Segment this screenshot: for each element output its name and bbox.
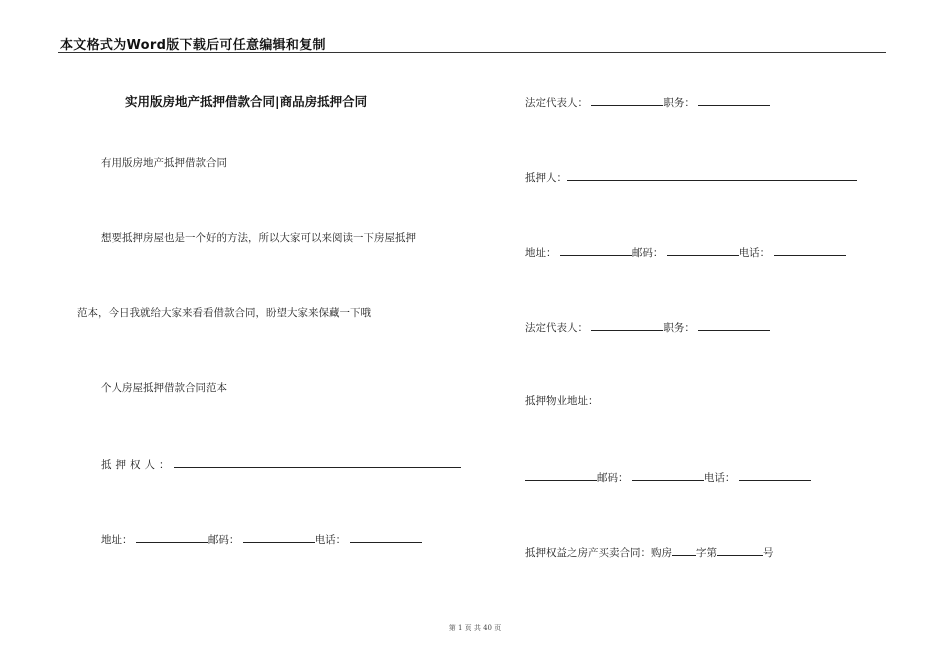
legal-rep-blank[interactable] [591, 319, 663, 331]
mortgagor-label: 抵押人： [525, 172, 567, 184]
page-header [58, 34, 886, 53]
legal-rep-label: 法定代表人： [525, 97, 588, 109]
contract-row [525, 544, 774, 560]
mortgagor-row [525, 169, 857, 185]
legal-rep-row-2 [525, 319, 770, 335]
contract-blank-2[interactable] [717, 544, 763, 556]
right-address-row [525, 244, 846, 260]
mortgagee-row [101, 456, 461, 472]
postcode-label: 邮码： [597, 472, 629, 484]
property-postcode-row [525, 469, 811, 485]
property-address-blank[interactable] [525, 469, 597, 481]
phone-label: 电话： [703, 472, 736, 484]
mortgagee-label: 抵押权人： [101, 459, 174, 471]
position-blank[interactable] [698, 319, 770, 331]
page-footer: 第 1 页 共 40 页 [448, 624, 502, 632]
legal-rep-row-1 [525, 94, 770, 110]
postcode-label: 邮码： [207, 534, 240, 546]
address-blank[interactable] [560, 244, 632, 256]
position-label: 职务： [663, 322, 695, 334]
header-text: 本文格式为Word版下载后可任意编辑和复制 [60, 38, 326, 53]
phone-blank[interactable] [350, 531, 422, 543]
phone-blank[interactable] [774, 244, 846, 256]
address-label: 地址： [525, 247, 557, 259]
postcode-blank[interactable] [243, 531, 315, 543]
left-address-row [101, 531, 422, 547]
contract-blank-1[interactable] [672, 544, 696, 556]
contract-suffix: 号 [763, 547, 774, 559]
mortgagor-blank[interactable] [567, 169, 857, 181]
position-label: 职务： [663, 97, 695, 109]
address-blank[interactable] [136, 531, 208, 543]
postcode-blank[interactable] [632, 469, 704, 481]
subheading: 个人房屋抵押借款合同范本 [101, 382, 227, 394]
legal-rep-blank[interactable] [591, 94, 663, 106]
document-title: 实用版房地产抵押借款合同|商品房抵押合同 [125, 94, 368, 109]
postcode-blank[interactable] [667, 244, 739, 256]
intro-line: 有用版房地产抵押借款合同 [101, 157, 227, 169]
paragraph-line-2: 范本，今日我就给大家来看看借款合同，盼望大家来保藏一下哦 [77, 307, 371, 319]
contract-prefix: 抵押权益之房产买卖合同：购房 [525, 547, 672, 559]
mortgagee-blank[interactable] [174, 456, 461, 468]
property-address-row: 抵押物业地址： [525, 395, 599, 407]
position-blank[interactable] [698, 94, 770, 106]
phone-label: 电话： [738, 247, 771, 259]
legal-rep-label: 法定代表人： [525, 322, 588, 334]
phone-label: 电话： [314, 534, 347, 546]
paragraph-line-1: 想要抵押房屋也是一个好的方法，所以大家可以来阅读一下房屋抵押 [101, 232, 416, 244]
address-label: 地址： [101, 534, 133, 546]
phone-blank[interactable] [739, 469, 811, 481]
contract-mid: 字第 [696, 547, 717, 559]
postcode-label: 邮码： [631, 247, 664, 259]
